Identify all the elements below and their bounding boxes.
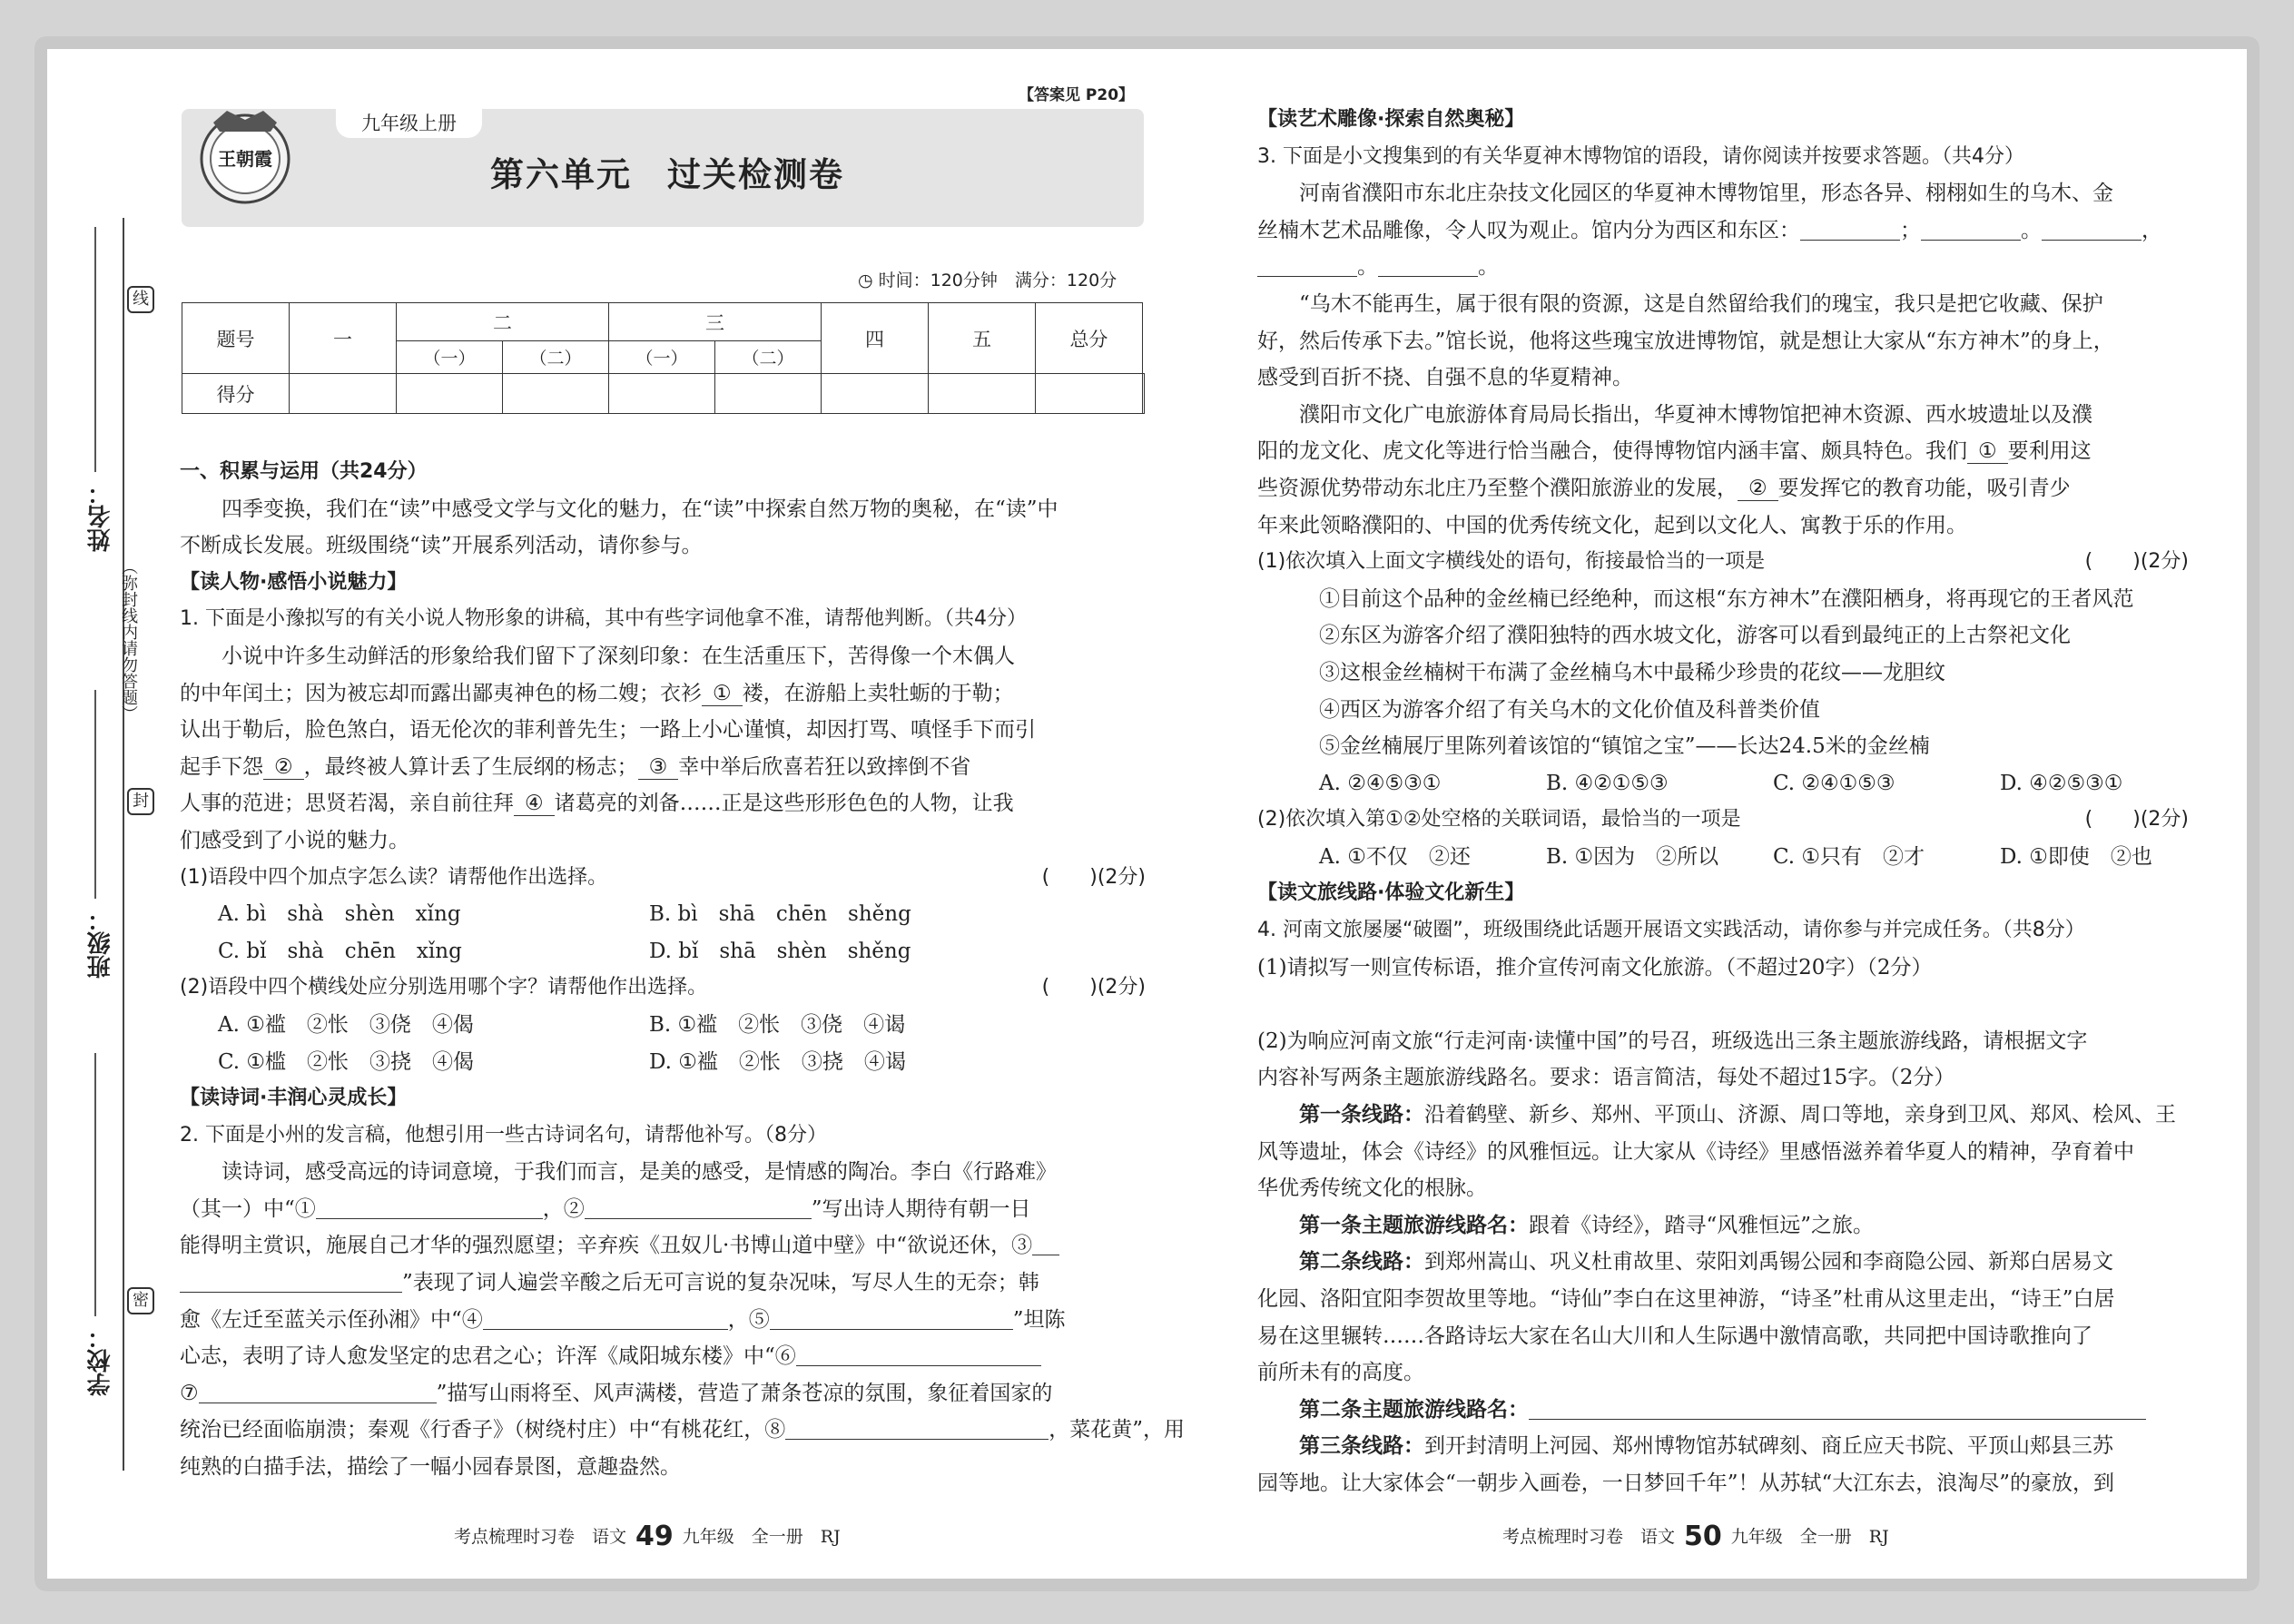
score-cell[interactable] — [1035, 374, 1142, 414]
text-run: ，② — [542, 1196, 585, 1221]
option-b[interactable]: B. bì shā chēn shěng — [649, 902, 911, 927]
text-run: 统治已经面临崩溃；秦观《行香子》（树绕村庄）中“有桃花红，⑧ — [180, 1418, 786, 1442]
text-run: ”写出诗人期待有朝一日 — [811, 1196, 1031, 1221]
blank-poem-5[interactable] — [770, 1304, 1013, 1330]
passage-line — [180, 1302, 1146, 1339]
blank-poem-4[interactable] — [483, 1304, 728, 1330]
option-d[interactable]: D. ①即使 ②也 — [2000, 844, 2152, 869]
route-2-name — [1257, 1392, 2189, 1429]
passage-line: 读诗词，感受高远的诗词意境，于我们而言，是美的感受，是情感的陶冶。李白《行路难》 — [222, 1160, 1057, 1185]
blank-1[interactable]: ① — [702, 682, 743, 706]
score-sub-2-1: （一） — [397, 341, 503, 374]
answer-bracket[interactable]: ( )(2分) — [2084, 808, 2189, 832]
blank-q3-word-2[interactable]: ② — [1738, 477, 1778, 501]
subsection-title: 【读诗词·丰润心灵成长】 — [180, 1087, 408, 1110]
blank-poem-2[interactable] — [585, 1194, 812, 1219]
score-col-5: 五 — [928, 303, 1035, 374]
route-label: 第二条主题旅游线路名： — [1299, 1396, 1529, 1422]
text-run: ”描写山雨将至、风声满楼，营造了萧条苍凉的氛围，象征着国家的 — [436, 1381, 1053, 1405]
question-text: (1)依次填入上面文字横线处的语句，衔接最恰当的一项是 — [1257, 550, 1766, 574]
passage-line — [180, 785, 1146, 822]
question-4-1: (1)请拟写一则宣传标语，推介宣传河南文化旅游。（不超过20字）（2分） — [1257, 955, 1933, 979]
text-run: 的中年闰土；因为被忘却而露出鄙夷神色的杨二嫂；衣衫 — [180, 681, 702, 705]
route-label: 第一条线路： — [1299, 1102, 1424, 1127]
option-b[interactable]: B. ①褴 ②怅 ③侥 ④谒 — [649, 1012, 906, 1037]
passage-line: 们感受到了小说的魅力。 — [180, 828, 409, 852]
binding-line — [123, 218, 124, 1471]
publisher-logo — [191, 100, 300, 209]
passage-line: 化园、洛阳宜阳李贺故里等地。“诗仙”李白在这里神游，“诗圣”杜甫从这里走出，“诗王”白居 — [1257, 1287, 2115, 1311]
text-run: ”表现了词人遍尝辛酸之后无可言说的复杂况味，写尽人生的无奈；韩 — [402, 1271, 1039, 1295]
svg-text:王朝霞: 王朝霞 — [218, 148, 272, 170]
passage-line: “乌木不能再生，属于很有限的资源，这是自然留给我们的瑰宝，我只是把它收藏、保护 — [1299, 291, 2103, 316]
score-cell[interactable] — [821, 374, 928, 414]
section-1-title: 一、积累与运用（共24分） — [180, 460, 428, 483]
score-row-label: 得分 — [182, 374, 290, 414]
route-2 — [1257, 1244, 2189, 1281]
question-4-2: (2)为响应河南文旅“行走河南·读懂中国”的号召，班级选出三条主题旅游线路，请根据文字 — [1257, 1029, 2088, 1053]
footer-text: 九年级 全一册 RJ — [1730, 1527, 1889, 1547]
answer-bracket[interactable]: ( )(2分) — [2084, 550, 2189, 574]
text-run: 诸葛亮的刘备……正是这些形形色色的人物，让我 — [554, 792, 1014, 816]
text-run: ⑦ — [180, 1381, 199, 1405]
blank-4[interactable]: ④ — [514, 792, 555, 816]
subsection-title: 【读文旅线路·体验文化新生】 — [1257, 881, 1525, 905]
passage-line — [180, 1227, 1146, 1265]
route-1-name — [1257, 1207, 2189, 1245]
passage-line — [180, 1375, 1146, 1412]
page-number: 49 — [635, 1521, 674, 1552]
class-line[interactable] — [94, 690, 96, 899]
score-cell[interactable] — [714, 374, 821, 414]
option-a[interactable]: A. ①褴 ②怅 ③侥 ④偈 — [218, 1012, 474, 1037]
option-a[interactable]: A. ①不仅 ②还 — [1319, 844, 1471, 869]
route-label: 第一条主题旅游线路名： — [1299, 1212, 1529, 1237]
blank-poem-3[interactable] — [1032, 1230, 1059, 1255]
text-run: 能得明主赏识，施展自己才华的强烈愿望；辛弃疾《丑奴儿·书博山道中壁》中“欲说还休，③ — [180, 1234, 1033, 1258]
blank-q3-5[interactable] — [1378, 251, 1478, 277]
question-4-2-cont: 内容补写两条主题旅游线路名。要求：语言简洁，每处不超过15字。（2分） — [1257, 1066, 1955, 1090]
answer-space[interactable] — [1257, 986, 2189, 1023]
text-run: 阳的龙文化、虎文化等进行恰当融合，使得博物馆内涵丰富、颇具特色。我们 — [1257, 439, 1967, 464]
left-column — [180, 454, 1186, 1486]
score-col-1: 一 — [290, 303, 397, 374]
score-sub-2-2: （二） — [502, 341, 608, 374]
question-3-2 — [1257, 802, 2189, 839]
answer-bracket[interactable]: ( )(2分) — [1041, 976, 1146, 999]
seal-note: （弥封线内请勿答题） — [119, 558, 138, 722]
footer-text: 考点梳理时习卷 语文 — [454, 1527, 627, 1547]
question-1-2 — [180, 969, 1146, 1007]
text-run: 跟着《诗经》，踏寻“风雅恒远”之旅。 — [1529, 1213, 1875, 1237]
passage-line — [1257, 433, 2189, 470]
passage-line: 小说中许多生动鲜活的形象给我们留下了深刻印象：在生活重压下，苦得像一个木偶人 — [222, 644, 1015, 668]
score-header-label: 题号 — [182, 303, 290, 374]
passage-line: 认出于勒后，脸色煞白，语无伦次的菲利普先生；一路上小心谨慎，却因打骂、嗔怪手下而引 — [180, 718, 1036, 743]
question-text: (2)依次填入第①②处空格的关联词语，最恰当的一项是 — [1257, 808, 1741, 832]
options-1-1 — [180, 896, 1146, 969]
options-1-2 — [180, 1007, 1146, 1080]
passage-line — [180, 675, 1146, 713]
passage-line: 纯熟的白描手法，描绘了一幅小园春景图，意趣盎然。 — [180, 1455, 681, 1480]
answer-reference: 【答案见 P20】 — [1019, 86, 1135, 104]
name-label: 姓名： — [87, 481, 114, 552]
time-text: 时间：120分钟 满分：120分 — [878, 271, 1117, 290]
score-cell[interactable] — [608, 374, 714, 414]
passage-line: 河南省濮阳市东北庄杂技文化园区的华夏神木博物馆里，形态各异、栩栩如生的乌木、金 — [1299, 182, 2113, 206]
passage-line: 前所未有的高度。 — [1257, 1361, 1424, 1385]
passage-line: 。 。 — [1257, 249, 2189, 286]
options-3-1 — [1257, 765, 2189, 802]
option-b[interactable]: B. ④②①⑤③ — [1546, 771, 1669, 795]
text-run: ”坦陈 — [1012, 1307, 1066, 1332]
question-text: (1)语段中四个加点字怎么读？请帮他作出选择。 — [180, 865, 608, 889]
blank-2[interactable]: ② — [263, 755, 304, 780]
text-run: 愈《左迁至蓝关示侄孙湘》中“④ — [180, 1307, 483, 1332]
intro-line: 四季变换，我们在“读”中感受文学与文化的魅力，在“读”中探索自然万物的奥秘，在“读”中 — [222, 497, 1058, 521]
passage-line: 感受到百折不挠、自强不息的华夏精神。 — [1257, 366, 1633, 390]
option-a[interactable]: A. ②④⑤③① — [1319, 771, 1442, 795]
question-1-stem: 1. 下面是小豫拟写的有关小说人物形象的讲稿，其中有些字词他拿不准，请帮他判断。（共4分） — [180, 607, 1027, 631]
passage-line: 好，然后传承下去。”馆长说，他将这些瑰宝放进博物馆，就是想让大家从“东方神木”的身上， — [1257, 329, 2114, 353]
score-col-4: 四 — [821, 303, 928, 374]
seal-mark-2: 封 — [127, 788, 154, 815]
blank-q3-4[interactable] — [1257, 251, 1357, 277]
question-1-1 — [180, 860, 1146, 897]
blank-poem-1[interactable] — [316, 1194, 543, 1219]
blank-poem-3b[interactable] — [180, 1267, 402, 1293]
route-1 — [1257, 1097, 2189, 1134]
text-run: 幸中举后欣喜若狂以致摔倒不省 — [678, 754, 971, 779]
option-c[interactable]: C. ①只有 ②才 — [1773, 844, 1925, 869]
score-col-2: 二 — [397, 303, 609, 341]
score-cell[interactable] — [290, 374, 397, 414]
sentence-5: ⑤金丝楠展厅里陈列着该馆的“镇馆之宝”——长达24.5米的金丝楠 — [1319, 734, 1930, 759]
passage-line: 易在这里辗转……各路诗坛大家在名山大川和人生际遇中激情高歌，共同把中国诗歌推向了 — [1257, 1324, 2092, 1348]
grade-tab: 九年级上册 — [336, 109, 482, 138]
sentence-2: ②东区为游客介绍了濮阳独特的西水坡文化，游客可以看到最纯正的上古祭祀文化 — [1319, 624, 2071, 648]
text-run: 到郑州嵩山、巩义杜甫故里、荥阳刘禹锡公园和李商隐公园、新郑白居易文 — [1424, 1250, 2113, 1275]
score-sub-3-2: （二） — [714, 341, 821, 374]
option-a[interactable]: A. bì shà shèn xǐng — [218, 902, 461, 927]
subsection-title: 【读艺术雕像·探索自然奥秘】 — [1257, 108, 1525, 131]
blank-poem-8[interactable] — [785, 1414, 1049, 1440]
sentence-1: ①目前这个品种的金丝楠已经绝种，而这根“东方神木”在濮阳栖身，将再现它的王者风范 — [1319, 586, 2134, 611]
route-3 — [1257, 1428, 2189, 1465]
sentence-3: ③这根金丝楠树干布满了金丝楠乌木中最稀少珍贵的花纹——龙胆纹 — [1319, 660, 1945, 684]
route-label: 第二条线路： — [1299, 1249, 1424, 1275]
option-c[interactable]: C. ②④①⑤③ — [1773, 771, 1895, 795]
text-run: 。 — [1478, 255, 1499, 280]
passage-line — [180, 1265, 1146, 1302]
score-sub-3-1: （一） — [608, 341, 714, 374]
question-4-stem: 4. 河南文旅屡屡“破圈”，班级围绕此话题开展语文实践活动，请你参与并完成任务。（共8分） — [1257, 919, 2085, 942]
text-run: ，菜花黄”，用 — [1049, 1418, 1186, 1442]
route-label: 第三条线路： — [1299, 1433, 1424, 1459]
footer-right — [1502, 1521, 1889, 1552]
passage-line: 濮阳市文化广电旅游体育局局长指出，华夏神木博物馆把神木资源、西水坡遗址以及濮 — [1299, 402, 2092, 427]
blank-q3-2[interactable] — [1921, 215, 2021, 241]
text-run: 沿着鹤壁、新乡、郑州、平顶山、济源、周口等地，亲身到卫风、郑风、桧风、王 — [1424, 1103, 2176, 1127]
option-d[interactable]: D. ①褴 ②怅 ③挠 ④谒 — [649, 1049, 906, 1074]
question-2-stem: 2. 下面是小州的发言稿，他想引用一些古诗词名句，请帮他补写。（8分） — [180, 1123, 827, 1147]
option-c[interactable]: C. ①槛 ②怅 ③挠 ④偈 — [218, 1049, 475, 1074]
school-line[interactable] — [94, 1053, 96, 1316]
score-table — [182, 302, 1145, 414]
text-run: 到开封清明上河园、郑州博物馆苏轼碑刻、商丘应天书院、平顶山郏县三苏 — [1424, 1434, 2113, 1459]
text-run: 褛，在游船上卖牡蛎的于勒； — [742, 681, 1014, 705]
passage-line — [180, 749, 1146, 786]
subsection-title: 【读人物·感悟小说魅力】 — [180, 570, 408, 594]
passage-line — [1257, 470, 2189, 507]
passage-line: 风等遗址，体会《诗经》的风雅恒远。让大家从《诗经》里感悟滋养着华夏人的精神，孕育着中 — [1257, 1139, 2134, 1164]
passage-line — [180, 1191, 1146, 1228]
blank-q3-3[interactable] — [2042, 215, 2141, 241]
page-title: 第六单元 过关检测卷 — [490, 155, 844, 194]
passage-line: 年来此领略濮阳的、中国的优秀传统文化，起到以文化人、寓教于乐的作用。 — [1257, 513, 1967, 537]
option-d[interactable]: D. bǐ shā shèn shěng — [649, 939, 911, 963]
score-cell[interactable] — [928, 374, 1035, 414]
page-number: 50 — [1684, 1521, 1722, 1552]
blank-q3-word-1[interactable]: ① — [1967, 439, 2008, 464]
text-run: ，最终被人算计丢了生辰纲的杨志； — [303, 754, 638, 779]
footer-text: 九年级 全一册 RJ — [682, 1527, 841, 1547]
blank-3[interactable]: ③ — [638, 755, 679, 780]
text-run: 丝楠木艺术品雕像，令人叹为观止。馆内分为西区和东区： — [1257, 218, 1800, 242]
blank-poem-6[interactable] — [796, 1341, 1041, 1366]
class-label: 班级： — [87, 908, 114, 979]
time-info: ◷ 时间：120分钟 满分：120分 — [858, 271, 1117, 290]
text-run: 要发挥它的教育功能，吸引青少 — [1777, 476, 2071, 500]
text-run: 心志，表明了诗人愈发坚定的忠君之心；许浑《咸阳城东楼》中“⑥ — [180, 1344, 796, 1369]
text-run: 起手下怨 — [180, 754, 263, 779]
passage-line — [180, 1338, 1146, 1375]
seal-mark-3: 密 — [127, 1287, 154, 1314]
option-b[interactable]: B. ①因为 ②所以 — [1546, 844, 1719, 869]
option-d[interactable]: D. ④②⑤③① — [2000, 771, 2123, 795]
score-cell[interactable] — [502, 374, 608, 414]
text-run: ，⑤ — [727, 1307, 770, 1332]
score-col-3: 三 — [608, 303, 821, 341]
passage-line: 丝楠木艺术品雕像，令人叹为观止。馆内分为西区和东区： ； 。 ， — [1257, 212, 2189, 250]
text-run: 人事的范进；思贤若渴，亲自前往拜 — [180, 792, 514, 816]
blank-q3-1[interactable] — [1800, 215, 1900, 241]
question-3-1 — [1257, 544, 2189, 581]
passage-line: 华优秀传统文化的根脉。 — [1257, 1176, 1487, 1201]
name-line[interactable] — [94, 227, 96, 472]
footer-text: 考点梳理时习卷 语文 — [1502, 1527, 1676, 1547]
score-cell[interactable] — [1142, 374, 1144, 414]
intro-line: 不断成长发展。班级围绕“读”开展系列活动，请你参与。 — [180, 534, 703, 558]
text-run: （其一）中“① — [180, 1196, 316, 1221]
footer-left — [454, 1521, 841, 1552]
options-3-2 — [1257, 839, 2189, 876]
school-label: 学校： — [87, 1325, 114, 1396]
answer-bracket[interactable]: ( )(2分) — [1041, 865, 1146, 889]
score-cell[interactable] — [397, 374, 503, 414]
blank-route-2-name[interactable] — [1529, 1394, 2146, 1420]
right-column — [1257, 102, 2189, 1502]
sentence-4: ④西区为游客介绍了有关乌木的文化价值及科普类价值 — [1319, 697, 1820, 722]
text-run: 些资源优势带动东北庄乃至整个濮阳旅游业的发展， — [1257, 476, 1738, 500]
passage-line: 园等地。让大家体会“一朝步入画卷，一日梦回千年”！从苏轼“大江东去，浪淘尽”的豪放，到 — [1257, 1471, 2115, 1495]
blank-poem-7[interactable] — [199, 1378, 437, 1403]
question-3-stem: 3. 下面是小文搜集到的有关华夏神木博物馆的语段，请你阅读并按要求答题。（共4分） — [1257, 144, 2024, 168]
option-c[interactable]: C. bǐ shà chēn xǐng — [218, 939, 462, 963]
passage-line — [180, 1412, 1186, 1449]
text-run: 要利用这 — [2007, 439, 2092, 464]
question-text: (2)语段中四个横线处应分别选用哪个字？请帮他作出选择。 — [180, 976, 708, 999]
seal-mark-1: 线 — [127, 286, 154, 313]
score-col-total: 总分 — [1035, 303, 1142, 374]
